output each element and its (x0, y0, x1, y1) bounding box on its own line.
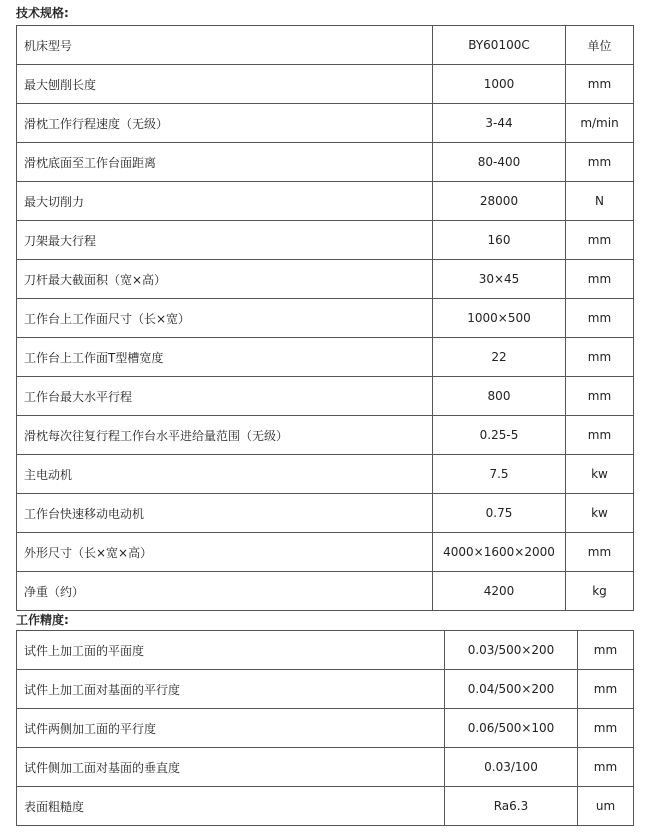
value-cell: 0.06/500×100 (445, 709, 578, 748)
unit-cell: mm (566, 221, 634, 260)
specs-section-title: 技术规格: (16, 6, 69, 20)
value-cell: 3-44 (433, 104, 566, 143)
param-cell: 表面粗糙度 (17, 787, 445, 826)
value-cell: BY60100C (433, 26, 566, 65)
table-row (17, 572, 634, 611)
value-cell: 0.03/500×200 (445, 631, 578, 670)
unit-cell: mm (578, 631, 634, 670)
table-row (17, 182, 634, 221)
param-cell: 滑枕每次往复行程工作台水平进给量范围（无级） (17, 416, 433, 455)
value-cell: Ra6.3 (445, 787, 578, 826)
value-cell: 0.25-5 (433, 416, 566, 455)
table-row (17, 787, 634, 826)
value-cell: 1000×500 (433, 299, 566, 338)
param-cell: 最大切削力 (17, 182, 433, 221)
param-cell: 刀杆最大截面积（宽×高） (17, 260, 433, 299)
param-cell: 滑枕底面至工作台面距离 (17, 143, 433, 182)
param-cell: 工作台最大水平行程 (17, 377, 433, 416)
table-row (17, 748, 634, 787)
value-cell: 800 (433, 377, 566, 416)
param-cell: 滑枕工作行程速度（无级） (17, 104, 433, 143)
table-row (17, 377, 634, 416)
table-row (17, 221, 634, 260)
value-cell: 0.04/500×200 (445, 670, 578, 709)
value-cell: 4200 (433, 572, 566, 611)
unit-cell: kw (566, 455, 634, 494)
param-cell: 试件两侧加工面的平行度 (17, 709, 445, 748)
table-row (17, 260, 634, 299)
unit-cell: mm (578, 709, 634, 748)
value-cell: 4000×1600×2000 (433, 533, 566, 572)
table-row (17, 26, 634, 65)
param-cell: 试件侧加工面对基面的垂直度 (17, 748, 445, 787)
value-cell: 0.75 (433, 494, 566, 533)
unit-cell: um (578, 787, 634, 826)
table-row (17, 670, 634, 709)
table-row (17, 143, 634, 182)
unit-cell: 单位 (566, 26, 634, 65)
table-row (17, 533, 634, 572)
table-row (17, 631, 634, 670)
value-cell: 7.5 (433, 455, 566, 494)
table-row (17, 65, 634, 104)
param-cell: 机床型号 (17, 26, 433, 65)
table-row (17, 494, 634, 533)
param-cell: 试件上加工面的平面度 (17, 631, 445, 670)
unit-cell: m/min (566, 104, 634, 143)
param-cell: 最大刨削长度 (17, 65, 433, 104)
unit-cell: mm (566, 533, 634, 572)
table-row (17, 299, 634, 338)
param-cell: 主电动机 (17, 455, 433, 494)
param-cell: 工作台上工作面T型槽宽度 (17, 338, 433, 377)
unit-cell: mm (578, 670, 634, 709)
param-cell: 外形尺寸（长×宽×高） (17, 533, 433, 572)
unit-cell: mm (566, 260, 634, 299)
param-cell: 试件上加工面对基面的平行度 (17, 670, 445, 709)
unit-cell: mm (566, 338, 634, 377)
unit-cell: mm (566, 416, 634, 455)
value-cell: 1000 (433, 65, 566, 104)
precision-table-body (17, 631, 634, 826)
unit-cell: N (566, 182, 634, 221)
unit-cell: mm (578, 748, 634, 787)
unit-cell: mm (566, 143, 634, 182)
table-row (17, 709, 634, 748)
param-cell: 工作台快速移动电动机 (17, 494, 433, 533)
value-cell: 22 (433, 338, 566, 377)
specs-table-body (17, 26, 634, 611)
value-cell: 80-400 (433, 143, 566, 182)
value-cell: 160 (433, 221, 566, 260)
param-cell: 工作台上工作面尺寸（长×宽） (17, 299, 433, 338)
param-cell: 刀架最大行程 (17, 221, 433, 260)
specs-table (16, 25, 634, 611)
value-cell: 0.03/100 (445, 748, 578, 787)
table-row (17, 104, 634, 143)
param-cell: 净重（约） (17, 572, 433, 611)
unit-cell: mm (566, 377, 634, 416)
precision-table (16, 630, 634, 826)
precision-section-title: 工作精度: (16, 613, 69, 627)
value-cell: 28000 (433, 182, 566, 221)
table-row (17, 455, 634, 494)
value-cell: 30×45 (433, 260, 566, 299)
unit-cell: kg (566, 572, 634, 611)
table-row (17, 416, 634, 455)
unit-cell: mm (566, 65, 634, 104)
unit-cell: mm (566, 299, 634, 338)
table-row (17, 338, 634, 377)
unit-cell: kw (566, 494, 634, 533)
